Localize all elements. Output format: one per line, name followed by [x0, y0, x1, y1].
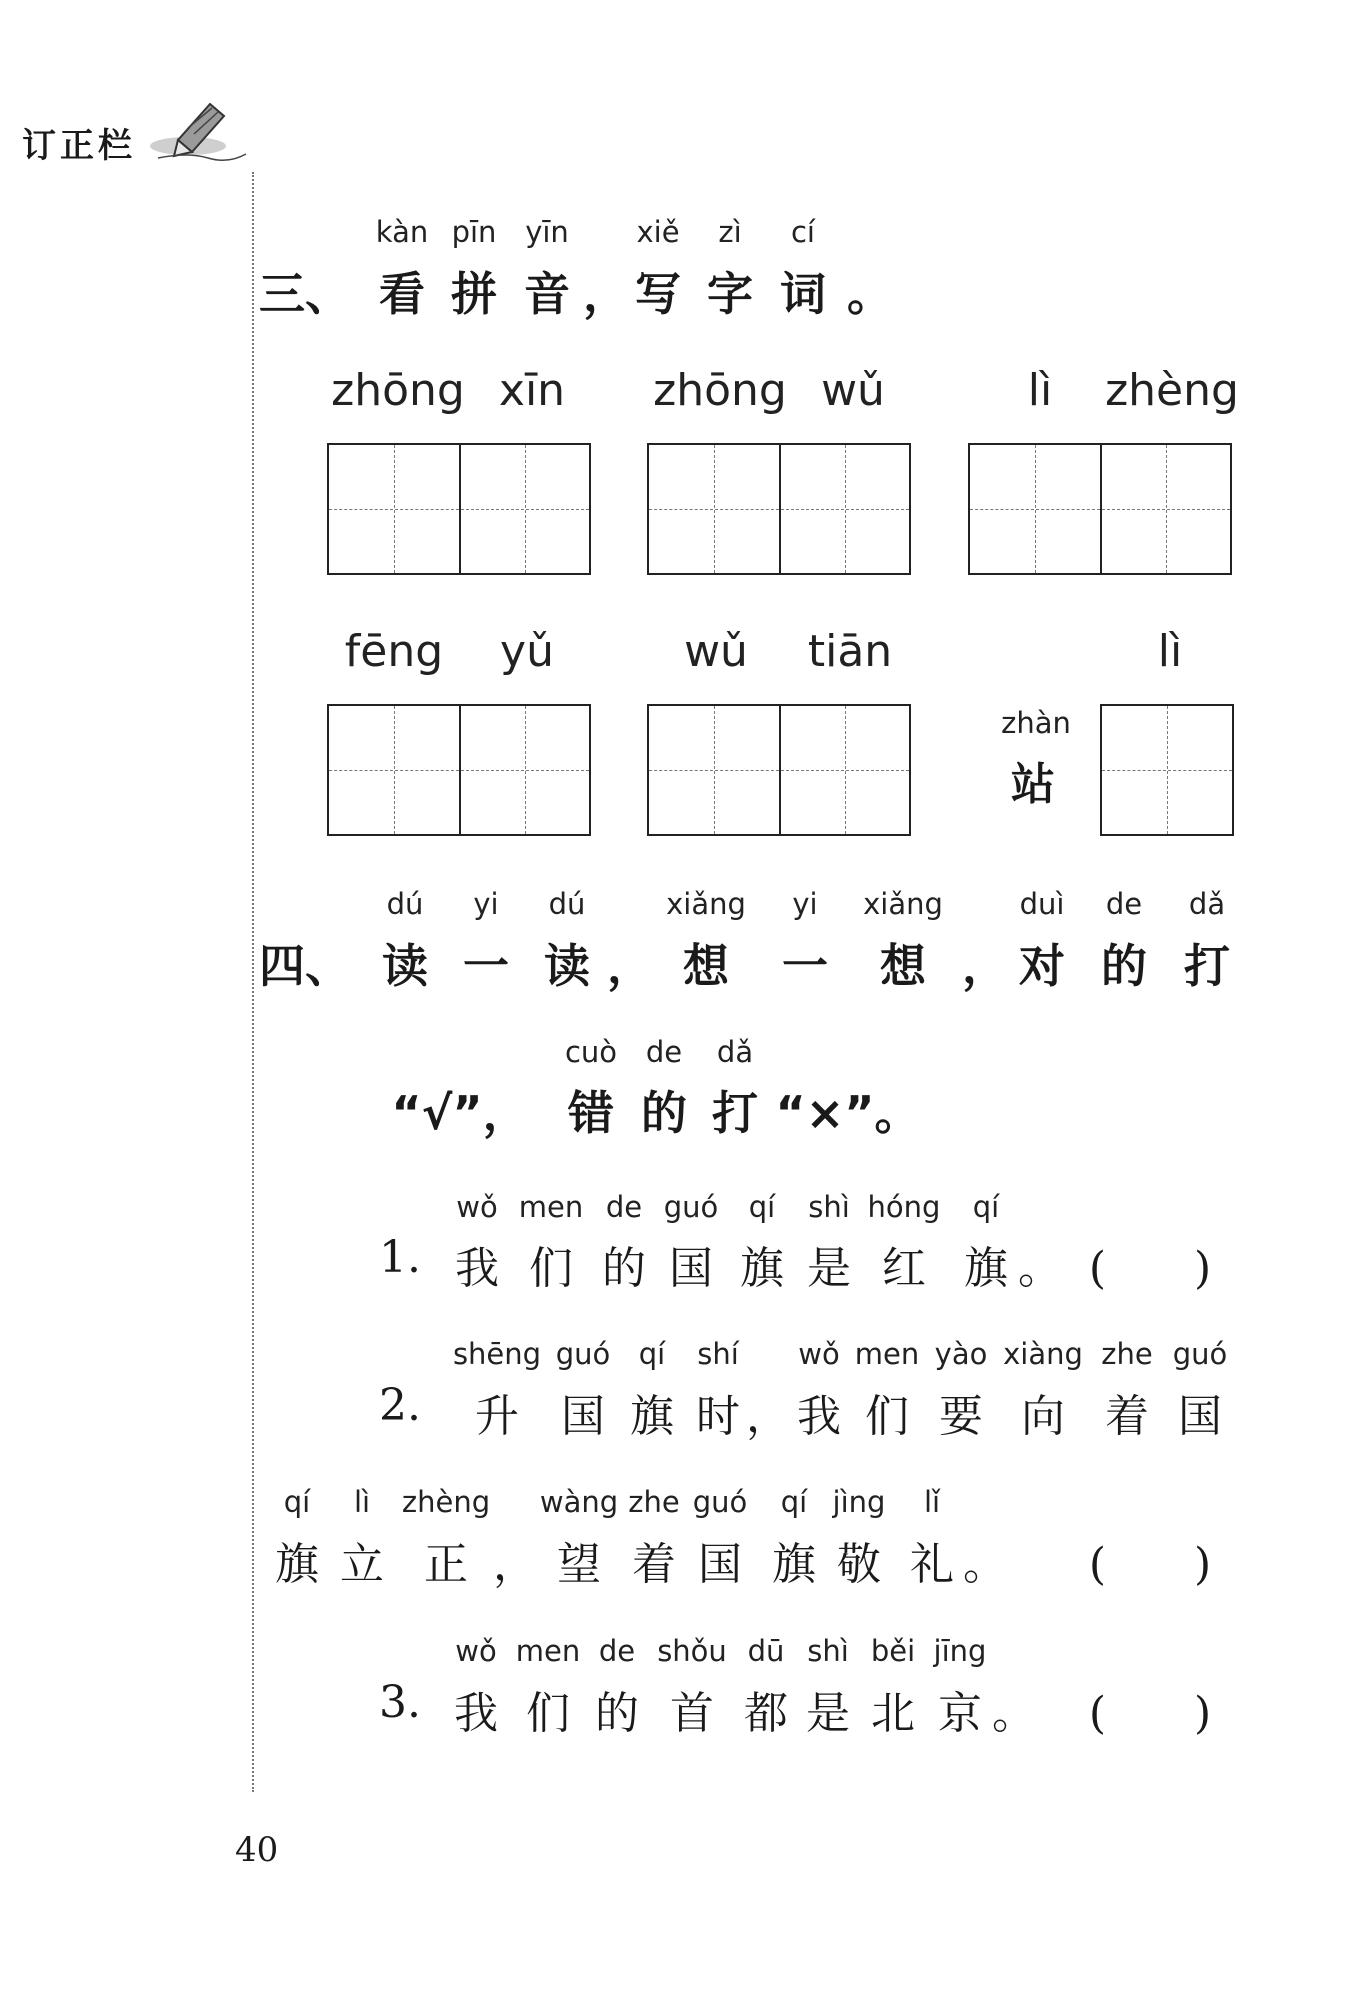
- section-title-char: 看: [379, 267, 425, 321]
- pinyin: shì: [807, 1634, 849, 1668]
- pinyin: běi: [870, 1634, 916, 1668]
- section-title-char: 的: [1101, 939, 1147, 993]
- sentence-char: 旗: [772, 1539, 816, 1590]
- writing-cell[interactable]: [329, 445, 459, 573]
- item-number: 3.: [379, 1677, 421, 1728]
- pinyin: jīng: [933, 1634, 987, 1668]
- grid-pinyin: yǔ: [500, 626, 554, 677]
- writing-cell[interactable]: [459, 706, 589, 834]
- pinyin: kàn: [375, 215, 429, 249]
- sentence-char: 国: [698, 1539, 742, 1590]
- sentence-char: 国: [1178, 1391, 1222, 1442]
- pinyin: de: [598, 1634, 636, 1668]
- sentence-char: 礼: [910, 1539, 954, 1590]
- pinyin: dǎ: [1188, 887, 1226, 921]
- writing-grid[interactable]: [327, 443, 591, 575]
- sentence-char: 正: [424, 1539, 468, 1590]
- pinyin: qí: [748, 1190, 776, 1224]
- section-title-char: 读: [382, 939, 428, 993]
- pinyin: xiàng: [1003, 1337, 1083, 1371]
- sentence-char: 向: [1021, 1391, 1065, 1442]
- sentence-char: 敬: [837, 1539, 881, 1590]
- pinyin: hóng: [867, 1190, 941, 1224]
- section-title-char: 的: [641, 1086, 687, 1140]
- item-number: 1.: [379, 1232, 421, 1283]
- sentence-char: 首: [670, 1688, 714, 1739]
- pinyin: dú: [548, 887, 586, 921]
- pinyin: zì: [718, 215, 742, 249]
- pencil-icon: [148, 96, 248, 170]
- sentence-char: 国: [561, 1391, 605, 1442]
- sentence-char: 们: [526, 1688, 570, 1739]
- section-title-char: ，: [583, 267, 629, 321]
- sentence-char: 北: [871, 1688, 915, 1739]
- writing-cell[interactable]: [779, 706, 909, 834]
- pinyin: men: [515, 1634, 581, 1668]
- section-title-char: 音: [524, 267, 570, 321]
- section-title-char: 对: [1019, 939, 1065, 993]
- sentence-char: 们: [529, 1243, 573, 1294]
- section-title-char: 三、: [259, 267, 351, 321]
- pinyin: shǒu: [657, 1634, 727, 1668]
- answer-blank[interactable]: ( ): [1088, 1688, 1212, 1739]
- grid-pinyin: fēng: [344, 626, 444, 677]
- sentence-char: 立: [340, 1539, 384, 1590]
- sentence-char: 我: [454, 1688, 498, 1739]
- pinyin: xiǎng: [666, 887, 746, 921]
- writing-grid[interactable]: [1100, 704, 1234, 836]
- hint-pinyin: zhàn: [1001, 706, 1071, 740]
- section-title-char: “×”。: [775, 1086, 921, 1140]
- sentence-char: 我: [797, 1391, 841, 1442]
- writing-cell[interactable]: [459, 445, 589, 573]
- pinyin: yi: [473, 887, 499, 921]
- sentence-char: 时: [696, 1391, 740, 1442]
- writing-grid[interactable]: [327, 704, 591, 836]
- section-title-char: 打: [1184, 939, 1230, 993]
- sentence-char: 望: [557, 1539, 601, 1590]
- pinyin: guó: [692, 1485, 748, 1519]
- sentence-char: 都: [744, 1688, 788, 1739]
- pinyin: men: [854, 1337, 920, 1371]
- pinyin: cuò: [564, 1035, 618, 1069]
- pinyin: zhèng: [401, 1485, 491, 1519]
- grid-pinyin: lì: [1027, 365, 1053, 416]
- grid-pinyin: xīn: [498, 365, 566, 416]
- sentence-char: 的: [602, 1243, 646, 1294]
- section-title-char: 想: [683, 939, 729, 993]
- answer-blank[interactable]: ( ): [1088, 1539, 1212, 1590]
- pinyin: qí: [283, 1485, 311, 1519]
- section-title-char: 错: [568, 1086, 614, 1140]
- pinyin: xiě: [636, 215, 680, 249]
- grid-pinyin: zhōng: [331, 365, 465, 416]
- section-title-char: 词: [780, 267, 826, 321]
- section-title-char: 写: [635, 267, 681, 321]
- writing-cell[interactable]: [649, 445, 779, 573]
- section-title-char: 想: [880, 939, 926, 993]
- writing-cell[interactable]: [1100, 445, 1230, 573]
- sentence-char: 我: [455, 1243, 499, 1294]
- pinyin: pīn: [451, 215, 497, 249]
- pinyin: wǒ: [798, 1337, 840, 1371]
- sentence-char: 升: [475, 1391, 519, 1442]
- sentence-char: 京: [938, 1688, 982, 1739]
- pinyin: de: [605, 1190, 643, 1224]
- section-title-char: 。: [847, 267, 893, 321]
- grid-pinyin: wǔ: [821, 365, 885, 416]
- sentence-char: 旗: [275, 1539, 319, 1590]
- section-title-char: 四、: [259, 939, 351, 993]
- pinyin: yīn: [525, 215, 569, 249]
- pinyin: lì: [353, 1485, 371, 1519]
- section-title-char: ，: [607, 939, 653, 993]
- grid-pinyin: wǔ: [684, 626, 748, 677]
- section-title-char: ，: [962, 939, 1008, 993]
- item-number: 2.: [379, 1380, 421, 1431]
- pinyin: qí: [972, 1190, 1000, 1224]
- pinyin: dū: [747, 1634, 785, 1668]
- answer-blank[interactable]: ( ): [1088, 1243, 1212, 1294]
- pinyin: yi: [792, 887, 818, 921]
- pinyin: guó: [1172, 1337, 1228, 1371]
- pinyin: zhe: [628, 1485, 680, 1519]
- pinyin: lǐ: [923, 1485, 941, 1519]
- sentence-char: 是: [806, 1688, 850, 1739]
- section-title-char: 一: [782, 939, 828, 993]
- grid-pinyin: zhèng: [1105, 365, 1239, 416]
- writing-grid[interactable]: [647, 704, 911, 836]
- grid-pinyin: tiān: [807, 626, 893, 677]
- sentence-char: 们: [865, 1391, 909, 1442]
- pinyin: zhe: [1101, 1337, 1153, 1371]
- sentence-char: 着: [1105, 1391, 1149, 1442]
- pinyin: yào: [934, 1337, 988, 1371]
- grid-pinyin: zhōng: [653, 365, 787, 416]
- section-title-char: 读: [544, 939, 590, 993]
- sentence-char: 旗: [630, 1391, 674, 1442]
- pinyin: guó: [555, 1337, 611, 1371]
- sentence-char: 。: [992, 1688, 1036, 1739]
- sentence-char: 是: [807, 1243, 851, 1294]
- writing-cell[interactable]: [779, 445, 909, 573]
- pinyin: wàng: [539, 1485, 619, 1519]
- writing-grid[interactable]: [647, 443, 911, 575]
- section-title-char: 拼: [451, 267, 497, 321]
- pinyin: duì: [1019, 887, 1065, 921]
- pinyin: guó: [663, 1190, 719, 1224]
- sentence-char: 要: [939, 1391, 983, 1442]
- pinyin: jìng: [832, 1485, 886, 1519]
- writing-cell[interactable]: [1102, 706, 1232, 834]
- pinyin: wǒ: [455, 1634, 497, 1668]
- sentence-char: 红: [882, 1243, 926, 1294]
- grid-pinyin: lì: [1157, 626, 1183, 677]
- pinyin: de: [645, 1035, 683, 1069]
- pinyin: shí: [697, 1337, 739, 1371]
- sentence-char: 。: [963, 1539, 1007, 1590]
- pinyin: dǎ: [716, 1035, 754, 1069]
- sentence-char: 旗: [964, 1243, 1008, 1294]
- section-title-char: 一: [463, 939, 509, 993]
- pinyin: men: [518, 1190, 584, 1224]
- sentence-char: 旗: [740, 1243, 784, 1294]
- pinyin: shì: [808, 1190, 850, 1224]
- hint-char: 站: [1011, 759, 1055, 810]
- section-title-char: “√”，: [391, 1086, 529, 1140]
- writing-grid[interactable]: [968, 443, 1232, 575]
- page-number: 40: [235, 1830, 279, 1870]
- sentence-char: 国: [669, 1243, 713, 1294]
- writing-cell[interactable]: [970, 445, 1100, 573]
- writing-cell[interactable]: [649, 706, 779, 834]
- sentence-char: 着: [632, 1539, 676, 1590]
- section-title-char: 字: [707, 267, 753, 321]
- pinyin: qí: [780, 1485, 808, 1519]
- margin-divider: [252, 172, 254, 1792]
- section-title-char: 打: [712, 1086, 758, 1140]
- sentence-char: 。: [1018, 1243, 1062, 1294]
- pinyin: de: [1105, 887, 1143, 921]
- correction-column-title: 订正栏: [22, 126, 136, 166]
- pinyin: shēng: [452, 1337, 542, 1371]
- pinyin: cí: [790, 215, 816, 249]
- writing-cell[interactable]: [329, 706, 459, 834]
- pinyin: qí: [638, 1337, 666, 1371]
- pinyin: wǒ: [456, 1190, 498, 1224]
- sentence-char: ，: [746, 1391, 790, 1442]
- sentence-char: 的: [595, 1688, 639, 1739]
- pinyin: xiǎng: [863, 887, 943, 921]
- pinyin: dú: [386, 887, 424, 921]
- sentence-char: ，: [493, 1539, 537, 1590]
